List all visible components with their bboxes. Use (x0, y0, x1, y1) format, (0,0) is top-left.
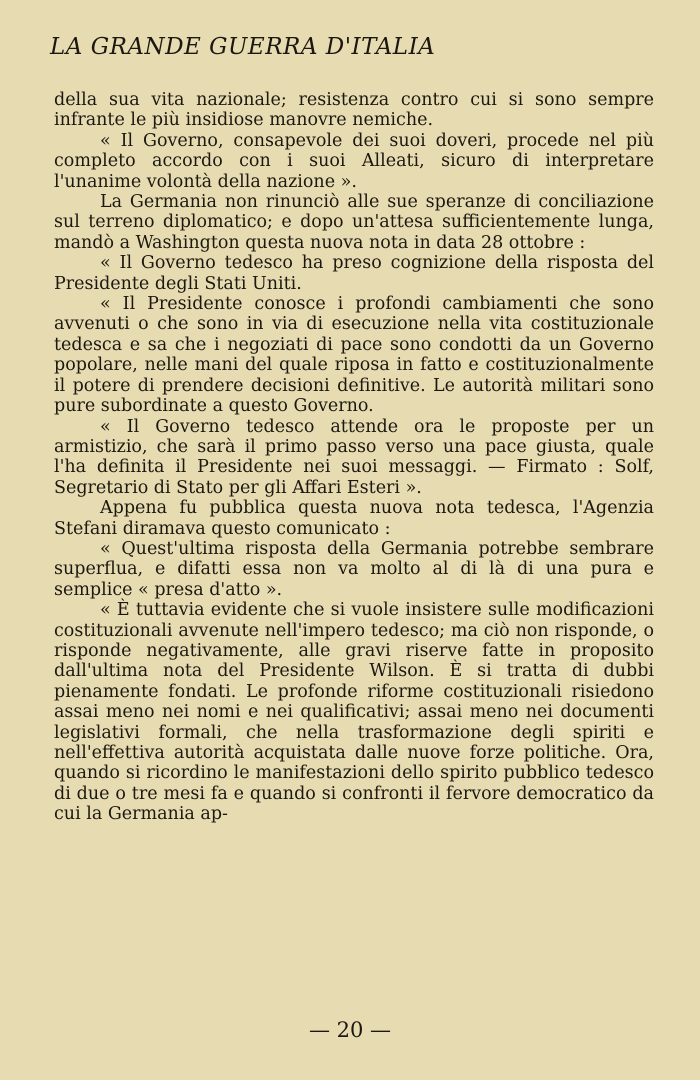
paragraph: « Quest'ultima risposta della Germania potrebbe sembrare superflua, e difatti essa non va molto al di là di una pura e semplice « presa d'atto ». (54, 538, 654, 600)
paragraph: « Il Governo tedesco attende ora le proposte per un armistizio, che sarà il primo passo verso una pace giusta, quale l'ha definita il Presidente nei suoi messaggi. — Firmato : Solf, Segretario di Stato per gli Affari Esteri ». (54, 416, 654, 498)
paragraph: « Il Governo tedesco ha preso cognizione della risposta del Presidente degli Stati Uniti. (54, 253, 654, 294)
paragraph: della sua vita nazionale; resistenza contro cui si sono sempre infrante le più insidiose manovre nemiche. (54, 90, 654, 131)
body-text (54, 90, 654, 825)
paragraph: « Il Governo, consapevole dei suoi doveri, procede nel più completo accordo con i suoi Alleati, sicuro di interpretare l'unanime volontà della nazione ». (54, 130, 654, 192)
page-number: — 20 — (308, 1018, 392, 1042)
paragraph: La Germania non rinunciò alle sue speranze di conciliazione sul terreno diplomatico; e dopo un'attesa sufficientemente lunga, mandò a Washington questa nuova nota in data 28 ottobre : (54, 192, 654, 253)
running-head: LA GRANDE GUERRA D'ITALIA (50, 34, 436, 60)
paragraph: « È tuttavia evidente che si vuole insistere sulle modificazioni costituzionali avvenute nell'impero tedesco; ma ciò non risponde, o risponde negativamente, alle gravi riserve fatte in proposito dall'ultima nota del Presidente Wilson. È si tratta di dubbi pienamente fondati. Le profonde riforme costituzionali risiedono assai meno nei nomi e nei qualificativi; assai meno nei documenti legislativi formali, che nella trasformazione degli spiriti e nell'effettiva autorità acquistata dalle nuove forze politiche. Ora, quando si ricordino le manifestazioni dello spirito pubblico tedesco di due o tre mesi fa e quando si confronti il fervore democratico da cui la Germania ap- (54, 600, 654, 825)
paragraph: Appena fu pubblica questa nuova nota tedesca, l'Agenzia Stefani diramava questo comunicato : (54, 498, 654, 539)
paragraph: « Il Presidente conosce i profondi cambiamenti che sono avvenuti o che sono in via di esecuzione nella vita costituzionale tedesca e sa che i negoziati di pace sono condotti da un Governo popolare, nelle mani del quale riposa in fatto e costituzionalmente il potere di prendere decisioni definitive. Le autorità militari sono pure subordinate a questo Governo. (54, 294, 654, 417)
